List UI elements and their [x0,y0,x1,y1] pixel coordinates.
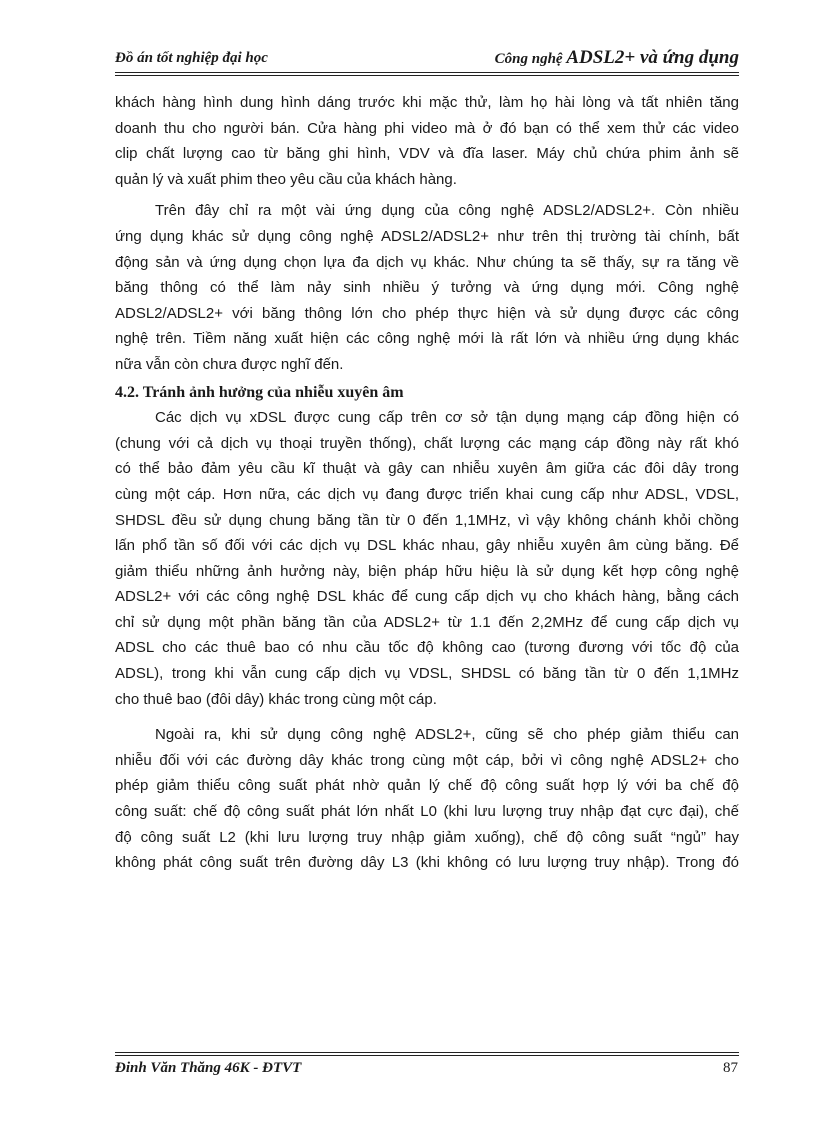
text-line: giảm thiểu những ảnh hưởng này, biện pháp hữu hiệu là sử dụng kết hợp công nghệ [115,562,739,580]
text-line: không phát công suất trên đường dây L3 (khi không có lưu lượng truy nhập). Trong đó [115,854,739,872]
text-line: ứng dụng khác sử dụng công nghệ ADSL2/ADSL2+ như trên thị trường tài chính, bất [115,227,739,245]
page-body [115,90,739,876]
header-rule [115,72,739,73]
text-line: Các dịch vụ xDSL được cung cấp trên cơ sở tận dụng mạng cáp đồng hiện có [155,409,739,427]
text-line: băng thông có thể làm nảy sinh nhiều ý tưởng và ứng dụng mới. Công nghệ [115,279,739,297]
text-line: (chung với cả dịch vụ thoại truyền thống), chất lượng các mạng cáp đồng này rất khó [115,434,739,452]
text-line: clip chất lượng cao từ băng ghi hình, VDV và đĩa laser. Máy chủ chứa phim ảnh sẽ [115,145,739,163]
text-line: Trên đây chỉ ra một vài ứng dụng của công nghệ ADSL2/ADSL2+. Còn nhiều [155,202,739,220]
text-line: quản lý và xuất phim theo yêu cầu của khách hàng. [115,170,457,188]
header-title-prefix: Công nghệ [494,51,563,67]
paragraph-4 [115,722,739,876]
text-line: nhiễu đối với các đường dây khác trong cùng một cáp, bởi vì công nghệ ADSL2+ cho [115,751,739,769]
text-line: chỉ sử dụng một phần băng tần của ADSL2+ từ 1.1 đến 2,2MHz để cung cấp dịch vụ [115,613,739,631]
text-line: động sản và ứng dụng chọn lựa đa dịch vụ khác. Như chúng ta sẽ thấy, sự ra tăng về [115,253,739,271]
page-number: 87 [723,1060,738,1076]
text-line: ADSL2+ với các công nghệ DSL khác để cung cấp dịch vụ cho khách hàng, bằng cách [115,588,739,606]
header-document-type: Đồ án tốt nghiệp đại học [115,50,268,66]
header-document-title [495,47,739,69]
text-line: có thể bảo đảm yêu cầu kĩ thuật và gây can nhiễu xuyên âm giữa các đôi dây trong [115,460,739,478]
text-line: nữa vẫn còn chưa được nghĩ đến. [115,355,344,373]
header-title-main: ADSL2+ và ứng dụng [566,47,739,68]
text-line: nghệ trên. Tiềm năng xuất hiện các công nghệ mới là rất lớn và nhiều ứng dụng khác [115,330,739,348]
text-line: doanh thu cho người bán. Cửa hàng phi video mà ở đó bạn có thể xem thử các video [115,119,739,137]
footer-rule [115,1055,739,1056]
paragraph-1 [115,90,739,192]
text-line: công suất: chế độ công suất phát lớn nhất L0 (khi lưu lượng truy nhập đạt cực đại), chế [115,803,739,821]
paragraph-3 [115,405,739,712]
page-header [115,47,739,72]
text-line: cùng một cáp. Hơn nữa, các dịch vụ đang được triển khai cung cấp như ADSL, VDSL, [115,485,739,503]
section-heading: 4.2. Tránh ảnh hưởng của nhiễu xuyên âm [115,383,404,401]
text-line: ADSL cho các thuê bao có nhu cầu tốc độ không cao (tương đương với tốc độ của [115,639,739,657]
footer-author: Đinh Văn Thăng 46K - ĐTVT [115,1060,302,1076]
text-line: độ công suất L2 (khi lưu lượng truy nhập giảm xuống), chế độ công suất “ngủ” hay [115,828,739,846]
footer-rule-thin [115,1052,739,1053]
text-line: ADSL), trong khi vẫn cung cấp dịch vụ VDSL, SHDSL có băng tần từ 0 đến 1,1MHz [115,665,739,683]
text-line: cho thuê bao (đôi dây) khác trong cùng một cáp. [115,690,437,708]
text-line: lấn phổ tần số đối với các dịch vụ DSL khác nhau, gây nhiễu xuyên âm cùng băng. Để [115,537,739,555]
header-rule-thin [115,75,739,76]
text-line: SHDSL đều sử dụng chung băng tần từ 0 đến 1,1MHz, vì vậy không chánh khỏi chồng [115,511,739,529]
text-line: Ngoài ra, khi sử dụng công nghệ ADSL2+, cũng sẽ cho phép giảm thiểu can [155,726,739,744]
text-line: phép giảm thiểu công suất phát nhờ quản lý chế độ công suất hợp lý với ba chế độ [115,777,739,795]
text-line: khách hàng hình dung hình dáng trước khi mặc thử, làm họ hài lòng và tất nhiên tăng [115,94,739,111]
paragraph-2 [115,198,739,377]
text-line: ADSL2/ADSL2+ với băng thông lớn cho phép thực hiện và sử dụng được các công [115,304,739,322]
